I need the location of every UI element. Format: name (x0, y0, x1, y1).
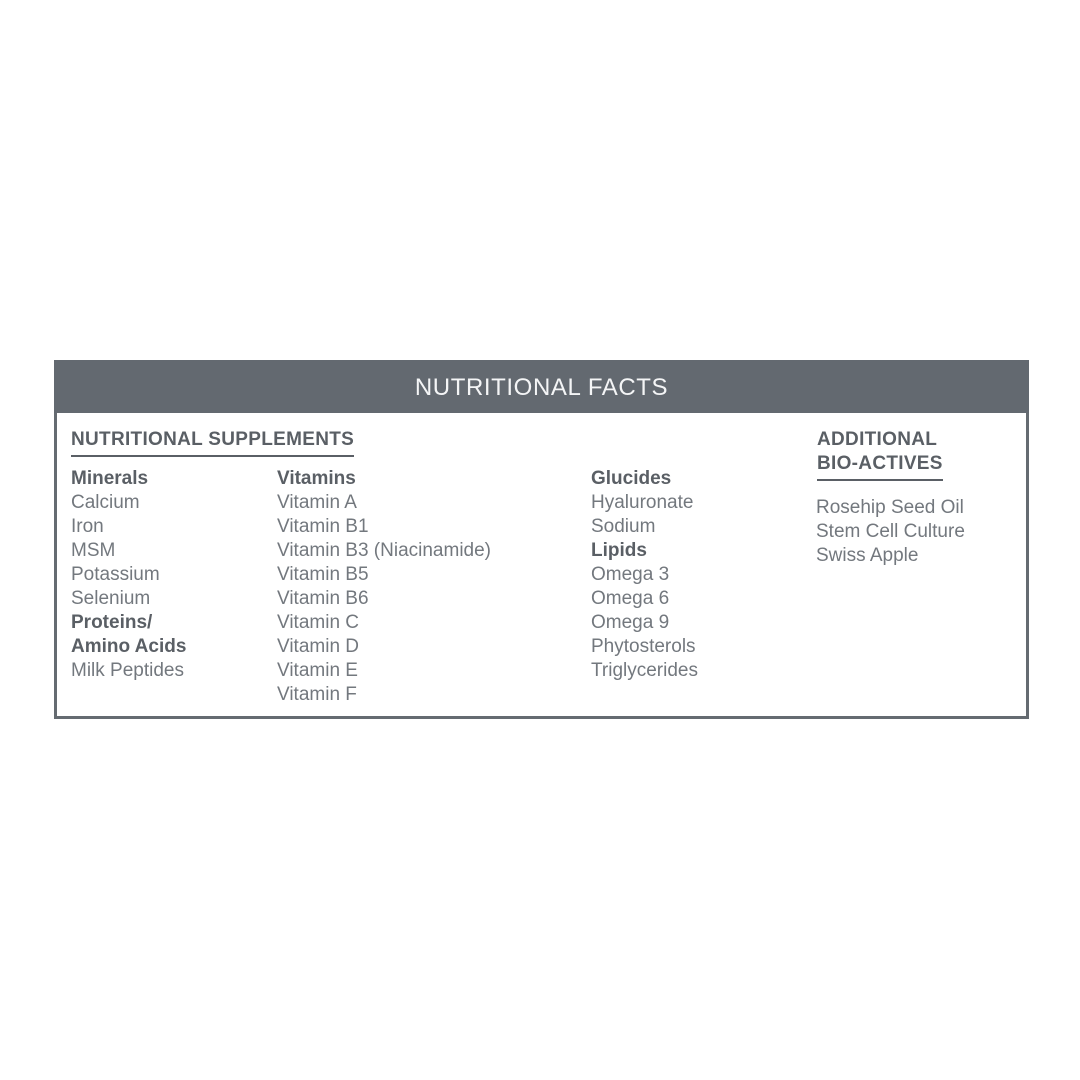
bio-actives-title-line-1: ADDITIONAL (817, 429, 938, 450)
list-item: Vitamin A (277, 492, 357, 513)
list-item: Vitamin B1 (277, 516, 369, 537)
supplements-column-1 (71, 467, 186, 683)
supplements-column-3 (591, 467, 698, 683)
category-heading: Vitamins (277, 468, 356, 489)
list-item: Triglycerides (591, 660, 698, 681)
list-item: Vitamin D (277, 636, 360, 657)
list-item: Vitamin B5 (277, 564, 369, 585)
list-item: Milk Peptides (71, 660, 184, 681)
list-item: Vitamin B3 (Niacinamide) (277, 540, 492, 561)
category-heading: Lipids (591, 540, 647, 561)
list-item: Omega 9 (591, 612, 670, 633)
list-item: MSM (71, 540, 116, 561)
list-item: Calcium (71, 492, 140, 513)
list-item: Rosehip Seed Oil (816, 497, 964, 518)
list-item: Omega 3 (591, 564, 670, 585)
list-item: Vitamin C (277, 612, 360, 633)
list-item: Sodium (591, 516, 656, 537)
panel-header: NUTRITIONAL FACTS (54, 360, 1029, 413)
list-item: Hyaluronate (591, 492, 694, 513)
bio-actives-list (816, 496, 965, 568)
list-item: Vitamin B6 (277, 588, 369, 609)
category-heading: Proteins/ (71, 612, 153, 633)
list-item: Omega 6 (591, 588, 670, 609)
nutritional-supplements-title: NUTRITIONAL SUPPLEMENTS (71, 428, 354, 457)
list-item: Stem Cell Culture (816, 521, 965, 542)
list-item: Selenium (71, 588, 151, 609)
list-item: Iron (71, 516, 104, 537)
list-item: Swiss Apple (816, 545, 919, 566)
list-item: Vitamin F (277, 684, 357, 705)
category-heading: Minerals (71, 468, 149, 489)
list-item: Potassium (71, 564, 160, 585)
bio-actives-title-line-2: BIO-ACTIVES (817, 453, 943, 474)
category-heading: Glucides (591, 468, 672, 489)
list-item: Phytosterols (591, 636, 696, 657)
supplements-column-2 (277, 467, 491, 707)
bio-actives-title (817, 428, 943, 481)
list-item: Vitamin E (277, 660, 358, 681)
category-heading: Amino Acids (71, 636, 187, 657)
